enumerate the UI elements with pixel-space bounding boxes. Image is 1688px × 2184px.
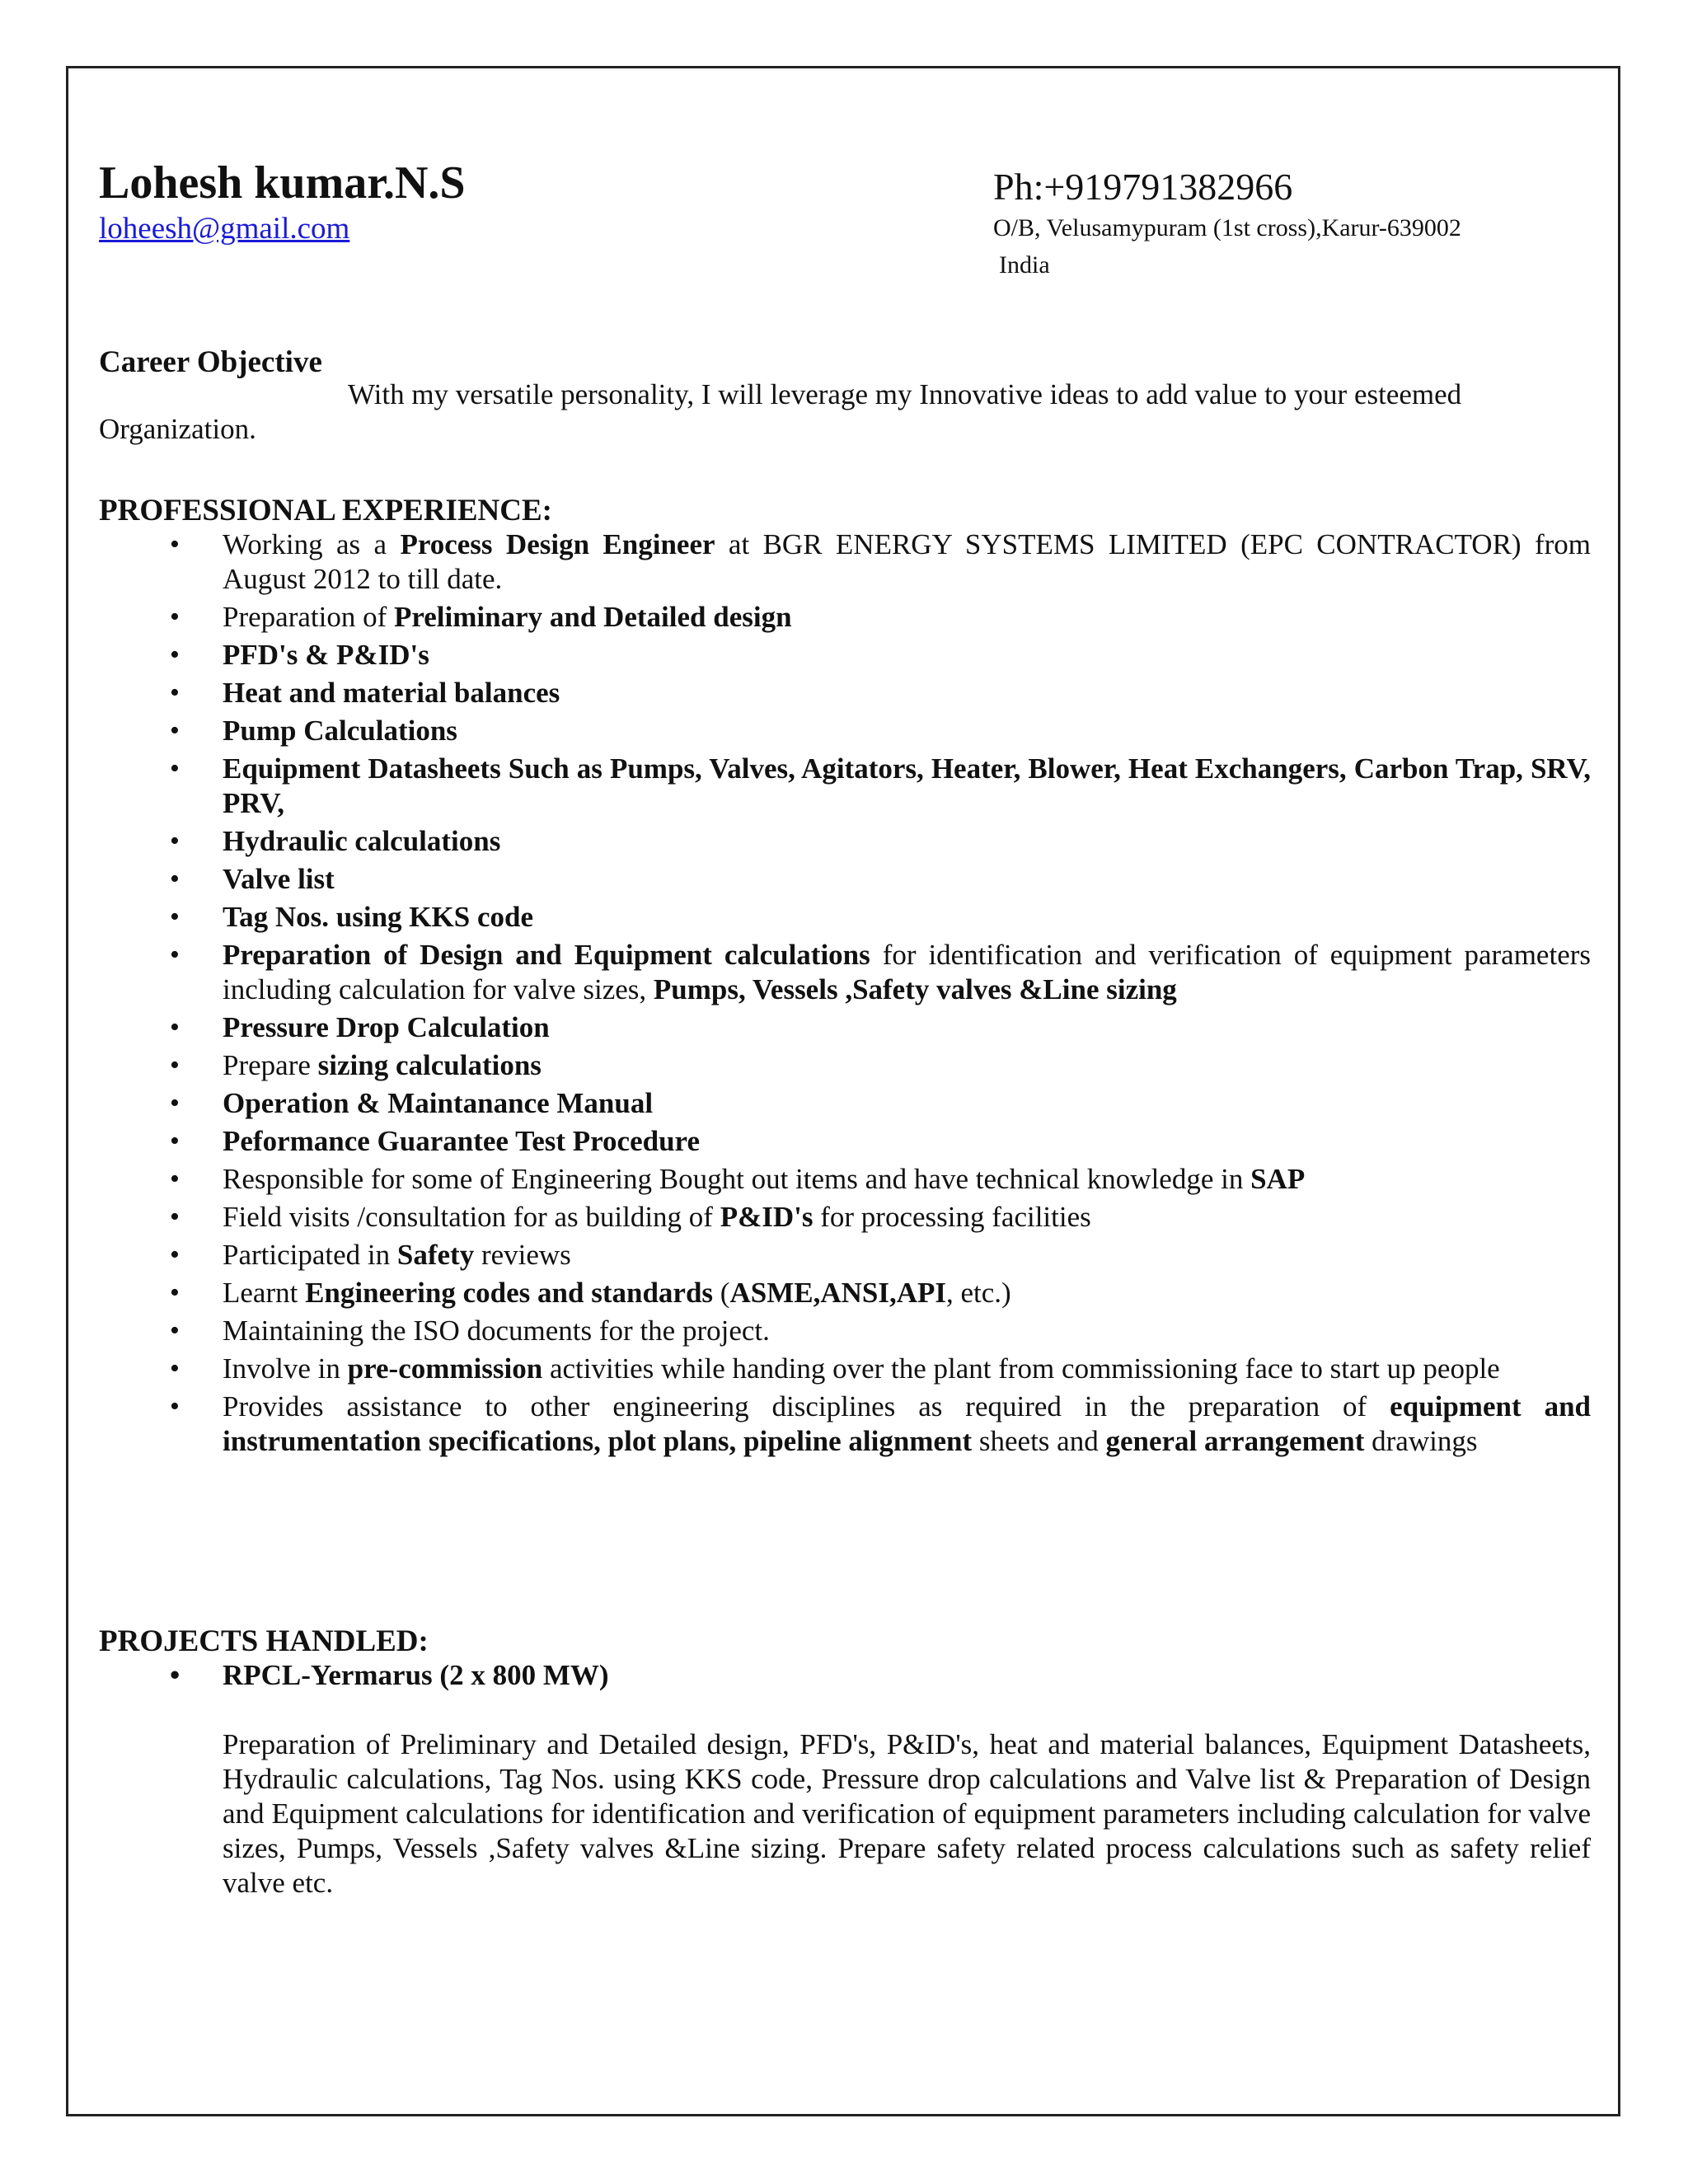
plain-text: for processing facilities xyxy=(813,1201,1091,1233)
bold-text: Operation & Maintanance Manual xyxy=(223,1087,654,1119)
plain-text: sheets and xyxy=(972,1425,1106,1457)
experience-item xyxy=(99,1390,1591,1459)
plain-text: Provides assistance to other engineering disciplines as required in the preparation of xyxy=(223,1390,1390,1422)
plain-text: Working as a xyxy=(223,528,401,560)
bold-text: Peformance Guarantee Test Procedure xyxy=(223,1125,700,1157)
projects-heading: PROJECTS HANDLED: xyxy=(99,1624,429,1658)
experience-list xyxy=(99,527,1591,1462)
plain-text: Prepare xyxy=(223,1049,318,1081)
experience-item xyxy=(99,752,1591,821)
country: India xyxy=(999,251,1050,279)
bold-text: Preliminary and Detailed design xyxy=(393,601,792,633)
experience-item xyxy=(99,1162,1591,1197)
experience-heading: PROFESSIONAL EXPERIENCE: xyxy=(99,494,552,527)
plain-text: Participated in xyxy=(223,1239,397,1271)
bold-text: PFD's & P&ID's xyxy=(223,639,429,671)
experience-item xyxy=(99,1086,1591,1121)
experience-item xyxy=(99,1352,1591,1386)
project-item: • RPCL-Yermarus (2 x 800 MW) xyxy=(99,1658,1591,1693)
plain-text: Preparation of xyxy=(223,601,394,633)
experience-item xyxy=(99,1010,1591,1045)
plain-text: reviews xyxy=(474,1239,571,1271)
career-objective-heading: Career Objective xyxy=(99,345,322,379)
address: O/B, Velusamypuram (1st cross),Karur-639002 xyxy=(993,214,1461,241)
plain-text: Field visits /consultation for as building of xyxy=(223,1201,720,1233)
candidate-name: Lohesh kumar.N.S xyxy=(99,157,466,209)
experience-item xyxy=(99,527,1591,597)
experience-item xyxy=(99,1276,1591,1310)
bold-text: Engineering codes and standards xyxy=(305,1277,714,1309)
plain-text: drawings xyxy=(1364,1425,1478,1457)
bold-text: Equipment Datasheets Such as Pumps, Valves, Agitators, Heater, Blower, Heat Exchangers, Carbon Trap, SRV, PRV, xyxy=(223,752,1591,819)
bold-text: Pumps, Vessels ,Safety valves &Line sizing xyxy=(653,973,1177,1005)
plain-text: at BGR ENERGY SYSTEMS LIMITED (EPC CONTRACTOR) from August 2012 to till date. xyxy=(223,528,1591,595)
experience-item xyxy=(99,900,1591,935)
project-description: Preparation of Preliminary and Detailed design, PFD's, P&ID's, heat and material balances, Equipment Datasheets, Hydraulic calculations, Tag Nos. using KKS code, Pressure drop calculations and Valve list & Preparation of Design and Equipment calculations for identification and verification of equipment parameters including calculation for valve sizes, Pumps, Vessels ,Safety valves &Line sizing. Prepare safety related process calculations such as safety relief valve etc. xyxy=(223,1728,1591,1899)
plain-text: , etc.) xyxy=(946,1277,1011,1309)
bold-text: P&ID's xyxy=(720,1201,814,1233)
phone-number: Ph:+919791382966 xyxy=(993,166,1293,208)
bold-text: general arrangement xyxy=(1105,1425,1365,1457)
bold-text: Preparation of Design and Equipment calculations xyxy=(223,939,870,971)
bold-text: Process Design Engineer xyxy=(400,528,715,560)
plain-text: Involve in xyxy=(223,1352,348,1385)
experience-item xyxy=(99,862,1591,897)
experience-item xyxy=(99,1200,1591,1235)
bold-text: Hydraulic calculations xyxy=(223,825,501,857)
bold-text: sizing calculations xyxy=(317,1049,542,1081)
experience-item xyxy=(99,1124,1591,1159)
experience-item xyxy=(99,824,1591,859)
plain-text: Responsible for some of Engineering Bought out items and have technical knowledge in xyxy=(223,1163,1251,1195)
experience-item xyxy=(99,1314,1591,1348)
bold-text: Pump Calculations xyxy=(223,715,457,747)
experience-item xyxy=(99,600,1591,635)
plain-text: ( xyxy=(713,1277,730,1309)
bold-text: SAP xyxy=(1250,1163,1306,1195)
bold-text: pre-commission xyxy=(347,1352,543,1385)
experience-item xyxy=(99,676,1591,710)
plain-text: Learnt xyxy=(223,1277,306,1309)
bold-text: Safety xyxy=(396,1239,475,1271)
bold-text: Tag Nos. using KKS code xyxy=(223,901,534,933)
plain-text: for identification and verification of equipment parameters including calculation for valve sizes, xyxy=(223,939,1592,1005)
experience-item xyxy=(99,1238,1591,1272)
plain-text: activities while handing over the plant from commissioning face to start up people xyxy=(542,1352,1500,1385)
experience-item xyxy=(99,938,1591,1007)
bold-text: ASME,ANSI,API xyxy=(729,1277,946,1309)
bold-text: Valve list xyxy=(223,863,335,895)
bold-text: equipment and instrumentation specifications, plot plans, pipeline alignment xyxy=(223,1390,1592,1457)
career-objective-text: With my versatile personality, I will leverage my Innovative ideas to add value to your esteemed Organization. xyxy=(99,378,1462,445)
experience-item xyxy=(99,1048,1591,1083)
bold-text: Pressure Drop Calculation xyxy=(223,1011,550,1043)
experience-item xyxy=(99,714,1591,748)
plain-text: Maintaining the ISO documents for the project. xyxy=(223,1315,770,1347)
email-link[interactable]: loheesh@gmail.com xyxy=(99,212,350,246)
projects-list xyxy=(99,1658,1591,1693)
bold-text: Heat and material balances xyxy=(223,677,560,709)
experience-item xyxy=(99,638,1591,673)
